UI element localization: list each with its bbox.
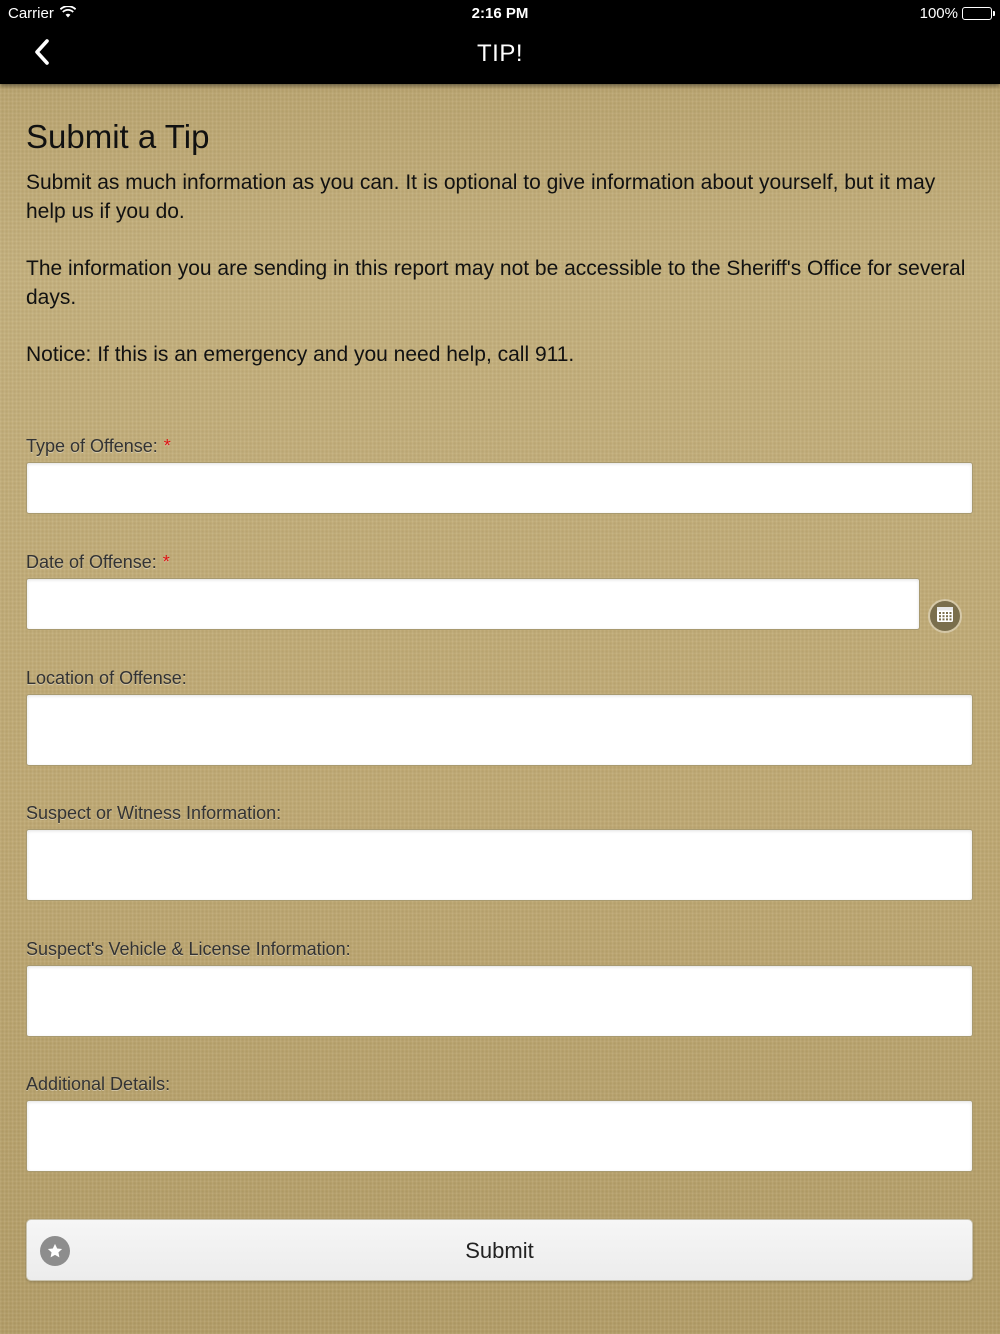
- date-of-offense-label-text: Date of Offense:: [26, 552, 157, 572]
- date-of-offense-input[interactable]: [26, 578, 920, 630]
- emergency-notice: Notice: If this is an emergency and you need help, call 911.: [26, 343, 575, 366]
- submit-button[interactable]: [26, 1219, 973, 1281]
- intro-section: [26, 118, 974, 397]
- intro-paragraph: Submit as much information as you can. It is optional to give information about yourself, but it may help us if you do.: [26, 171, 936, 223]
- date-of-offense-label: [26, 552, 170, 573]
- status-battery: [920, 5, 992, 22]
- calendar-button[interactable]: [930, 601, 960, 631]
- type-of-offense-label-text: Type of Offense:: [26, 436, 158, 456]
- vehicle-license-input[interactable]: [26, 965, 973, 1037]
- type-of-offense-input[interactable]: [26, 462, 973, 514]
- location-of-offense-label: Location of Offense:: [26, 668, 187, 688]
- additional-details-input[interactable]: [26, 1100, 973, 1172]
- suspect-witness-input[interactable]: [26, 829, 973, 901]
- status-time: 2:16 PM: [471, 5, 529, 22]
- availability-paragraph: The information you are sending in this report may not be accessible to the Sheriff's Office for several days.: [26, 257, 966, 309]
- battery-icon: [962, 7, 992, 20]
- battery-percent: 100%: [919, 5, 958, 22]
- vehicle-license-label: Suspect's Vehicle & License Information:: [26, 939, 351, 959]
- top-bar: [0, 0, 1000, 84]
- calendar-icon: [935, 604, 955, 629]
- nav-title: TIP!: [476, 40, 523, 67]
- required-marker: *: [162, 552, 170, 572]
- required-marker: *: [163, 436, 171, 456]
- suspect-witness-label: Suspect or Witness Information:: [26, 803, 282, 823]
- page-title: Submit a Tip: [26, 118, 210, 155]
- type-of-offense-label: [26, 436, 171, 457]
- carrier-label: Carrier: [8, 5, 54, 22]
- additional-details-label: Additional Details:: [26, 1074, 171, 1094]
- submit-label: Submit: [465, 1238, 534, 1263]
- location-of-offense-input[interactable]: [26, 694, 973, 766]
